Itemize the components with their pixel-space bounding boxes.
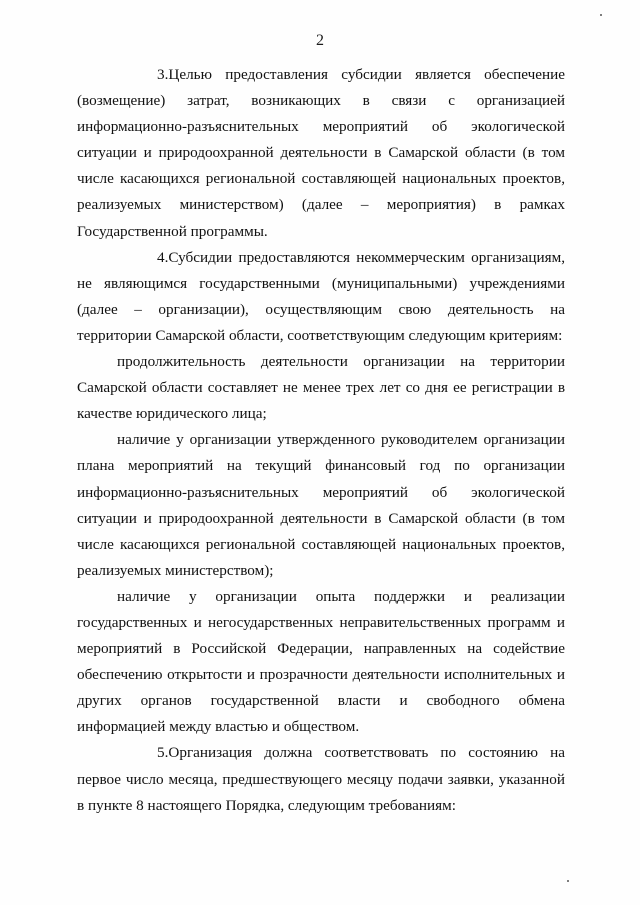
paragraph-number: 3.: [157, 66, 169, 83]
paragraph-number: 4.: [157, 248, 169, 266]
paragraph-5: [77, 740, 565, 818]
paragraph-text: Субсидии предоставляются некоммерческим организациям, не являющимся государственными (муниципальными) учреждениями (далее – организации), осуществляющим свою деятельность на территории Самарской области, соответствующим следующим критериям:: [77, 248, 565, 344]
page-number: 2: [316, 32, 324, 49]
paragraph-text: продолжительность деятельности организации на территории Самарской области составляет не менее трех лет со дня ее регистрации в качестве юридического лица;: [77, 353, 565, 423]
paragraph-text: наличие у организации утвержденного руководителем организации плана мероприятий на текущий финансовый год по организации информационно-разъяснительных мероприятий об экологической ситуации и природоохранной деятельности в Самарской области (в том числе касающихся региональной составляющей национальных проектов, реализуемых министерством);: [77, 431, 565, 579]
paragraph-3: [77, 62, 565, 245]
criterion-experience: [77, 584, 565, 741]
criterion-duration: [77, 349, 565, 427]
criterion-plan: [77, 427, 565, 584]
paragraph-number: 5.: [157, 744, 169, 762]
paragraph-4: [77, 245, 565, 349]
paragraph-text: Организация должна соответствовать по состоянию на первое число месяца, предшествующего месяцу подачи заявки, указанной в пункте 8 настоящего Порядка, следующим требованиям:: [77, 744, 565, 814]
paragraph-text: наличие у организации опыта поддержки и реализации государственных и негосударственных неправительственных программ и мероприятий в Российской Федерации, направленных на содействие обеспечению открытости и прозрачности деятельности исполнительных и других органов государственной власти и свободного обмена информацией между властью и обществом.: [77, 587, 565, 736]
scan-dot: [567, 880, 569, 882]
paragraph-text: Целью предоставления субсидии является обеспечение (возмещение) затрат, возникающих в связи с организацией информационно-разъяснительных мероприятий об экологической ситуации и природоохранной деятельности в Самарской области (в том числе касающихся региональной составляющей национальных проектов, реализуемых министерством) (далее – мероприятия) в рамках Государственной программы.: [77, 66, 565, 240]
scan-dot: [600, 14, 602, 16]
document-body: [77, 62, 565, 819]
